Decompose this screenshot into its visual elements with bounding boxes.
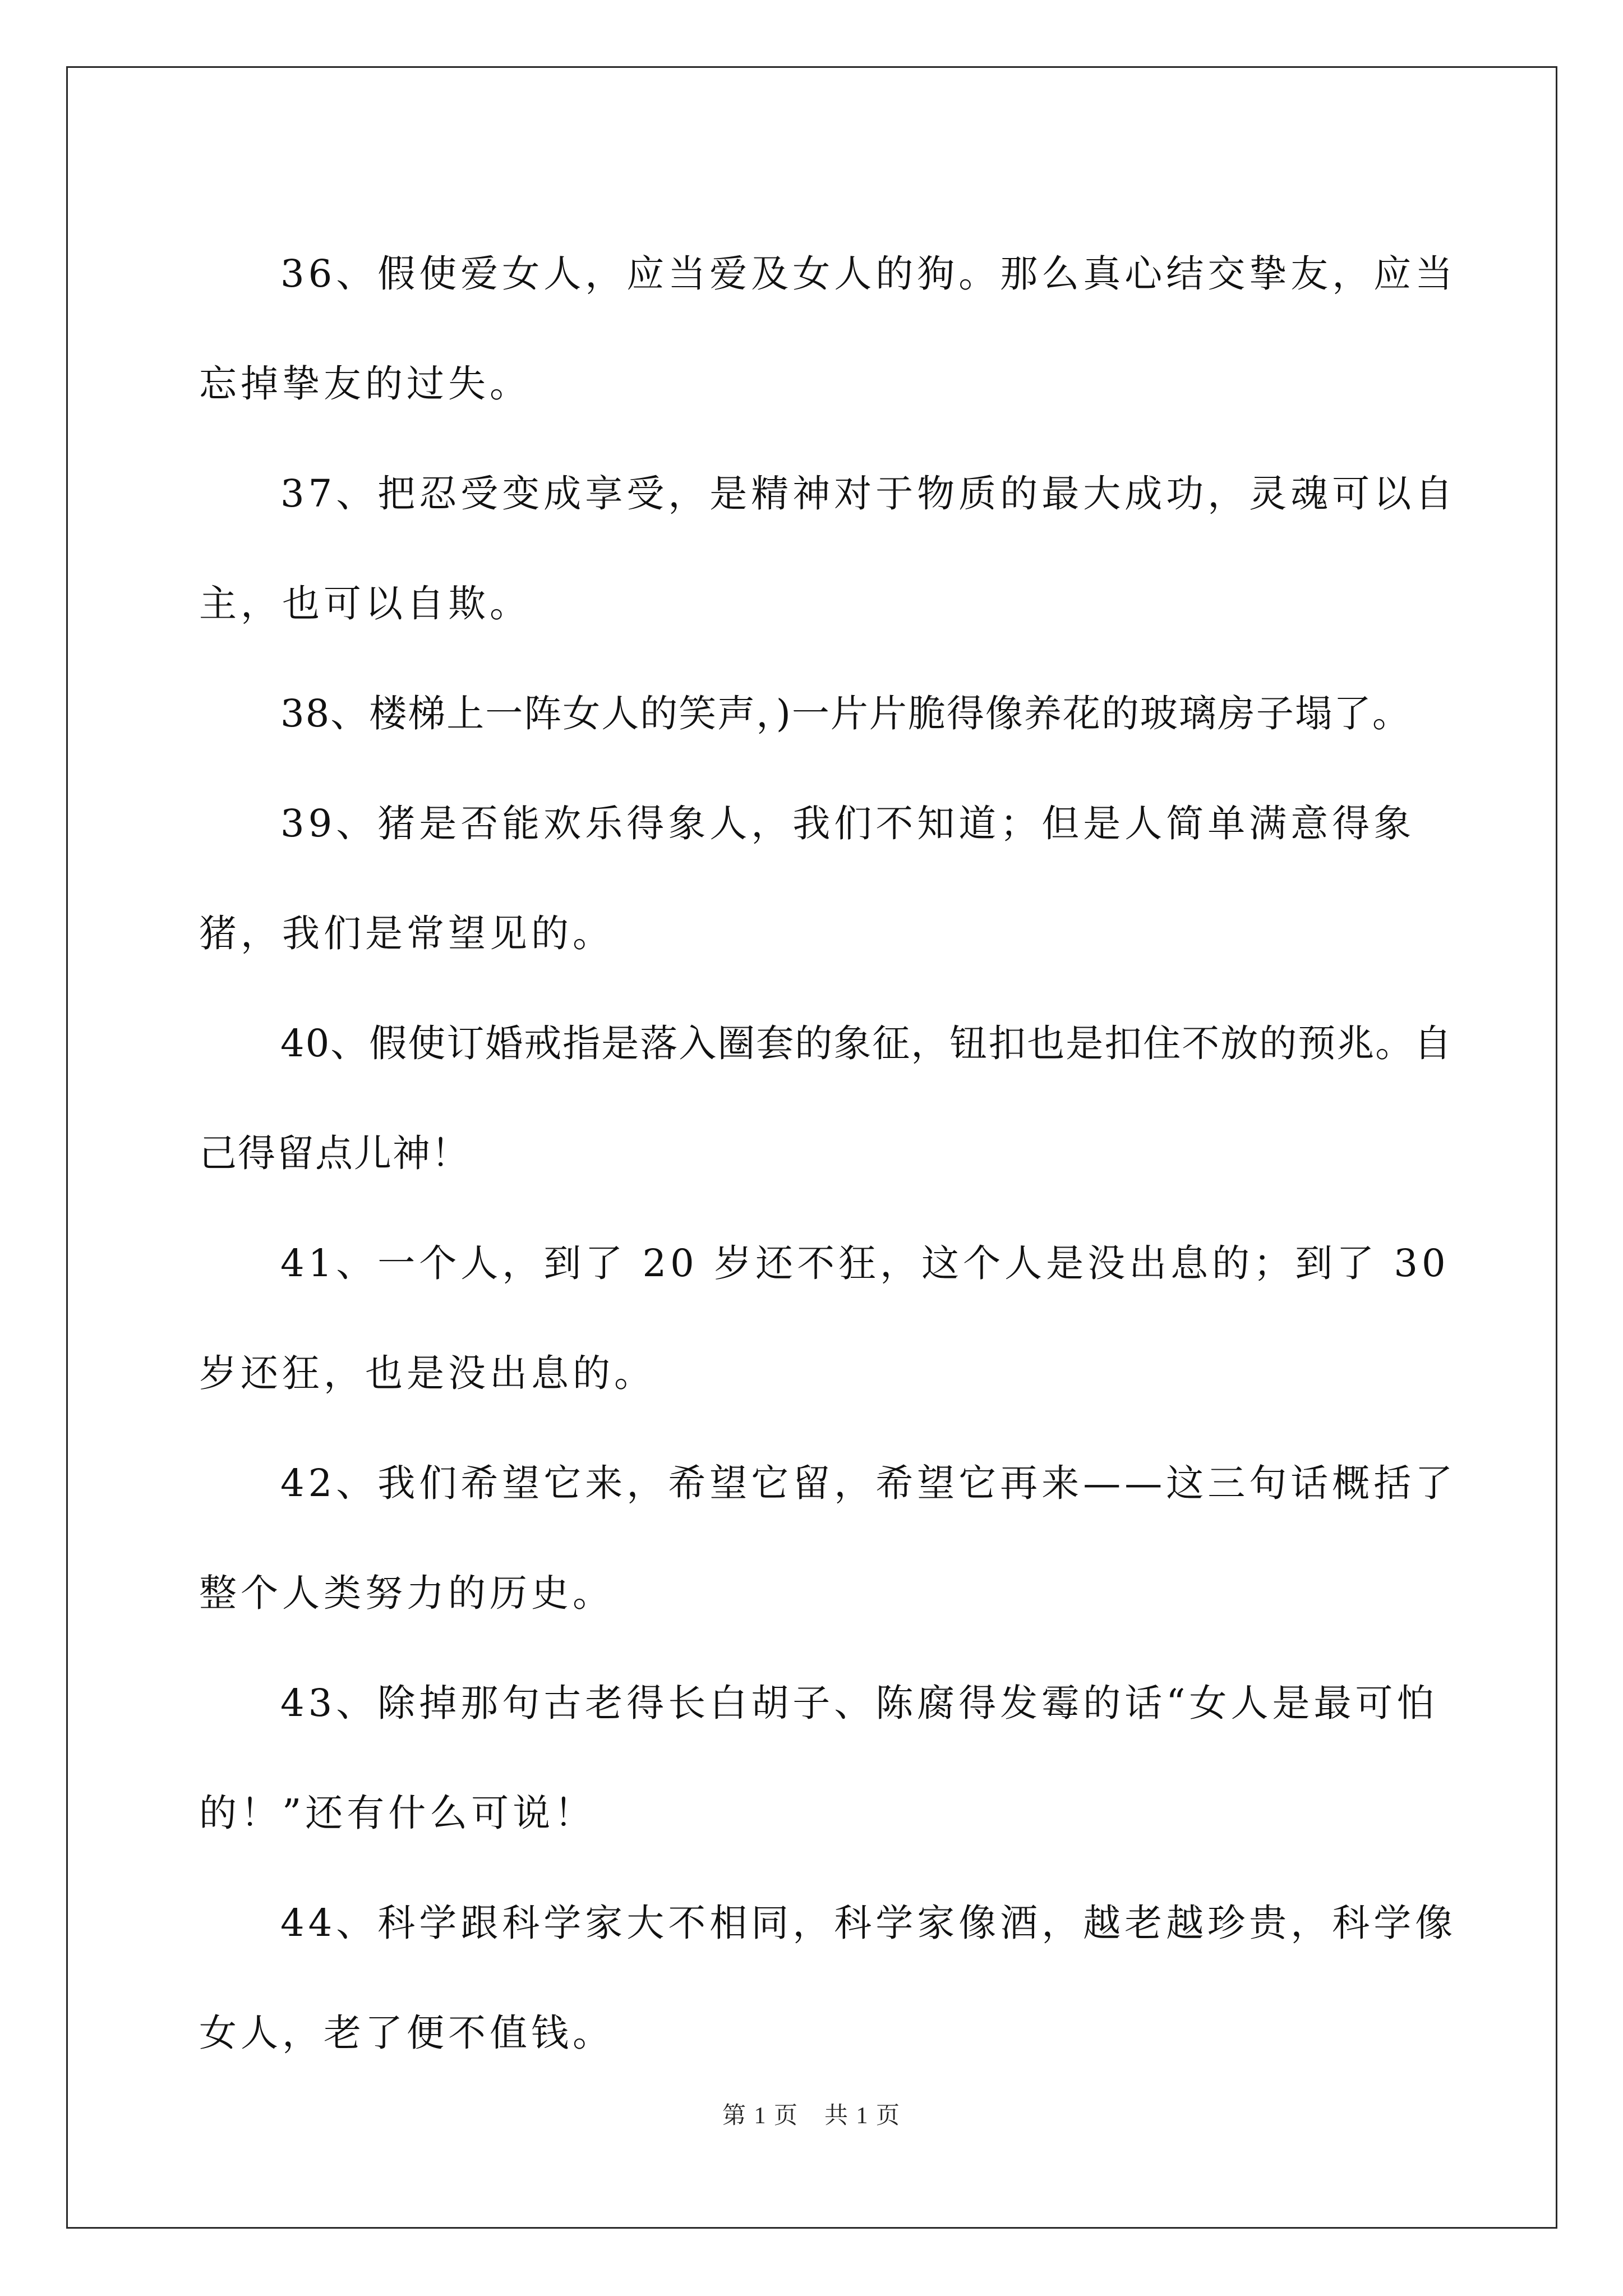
paragraph-42: 42、我们希望它来，希望它留，希望它再来——这三句话概括了整个人类努力的历史。 (199, 1461, 1457, 1615)
paragraph-39: 39、猪是否能欢乐得象人，我们不知道；但是人简单满意得象猪，我们是常望见的。 (199, 802, 1415, 955)
paragraph-44: 44、科学跟科学家大不相同，科学家像酒，越老越珍贵，科学像女人，老了便不值钱。 (199, 1901, 1457, 2055)
paragraph-38: 38、楼梯上一阵女人的笑声，)一片片脆得像养花的玻璃房子塌了。 (280, 692, 1411, 735)
paragraph-36: 36、假使爱女人，应当爱及女人的狗。那么真心结交挚友，应当忘掉挚友的过失。 (199, 252, 1457, 406)
document-body (199, 219, 1467, 2088)
paragraph-43: 43、除掉那句古老得长白胡子、陈腐得发霉的话“女人是最可怕的！”还有什么可说！ (199, 1681, 1438, 1835)
paragraph-37: 37、把忍受变成享受，是精神对于物质的最大成功，灵魂可以自主，也可以自欺。 (199, 472, 1457, 625)
page-number: 第 1 页 (722, 2103, 799, 2129)
page-total: 共 1 页 (824, 2103, 901, 2129)
paragraph-41: 41、一个人，到了 20 岁还不狂，这个人是没出息的；到了 30 岁还狂，也是没出息的。 (199, 1241, 1450, 1395)
paragraph-40: 40、假使订婚戒指是落入圈套的象征，钮扣也是扣住不放的预兆。自己得留点儿神！ (199, 1022, 1453, 1175)
page-footer (0, 2097, 1623, 2131)
